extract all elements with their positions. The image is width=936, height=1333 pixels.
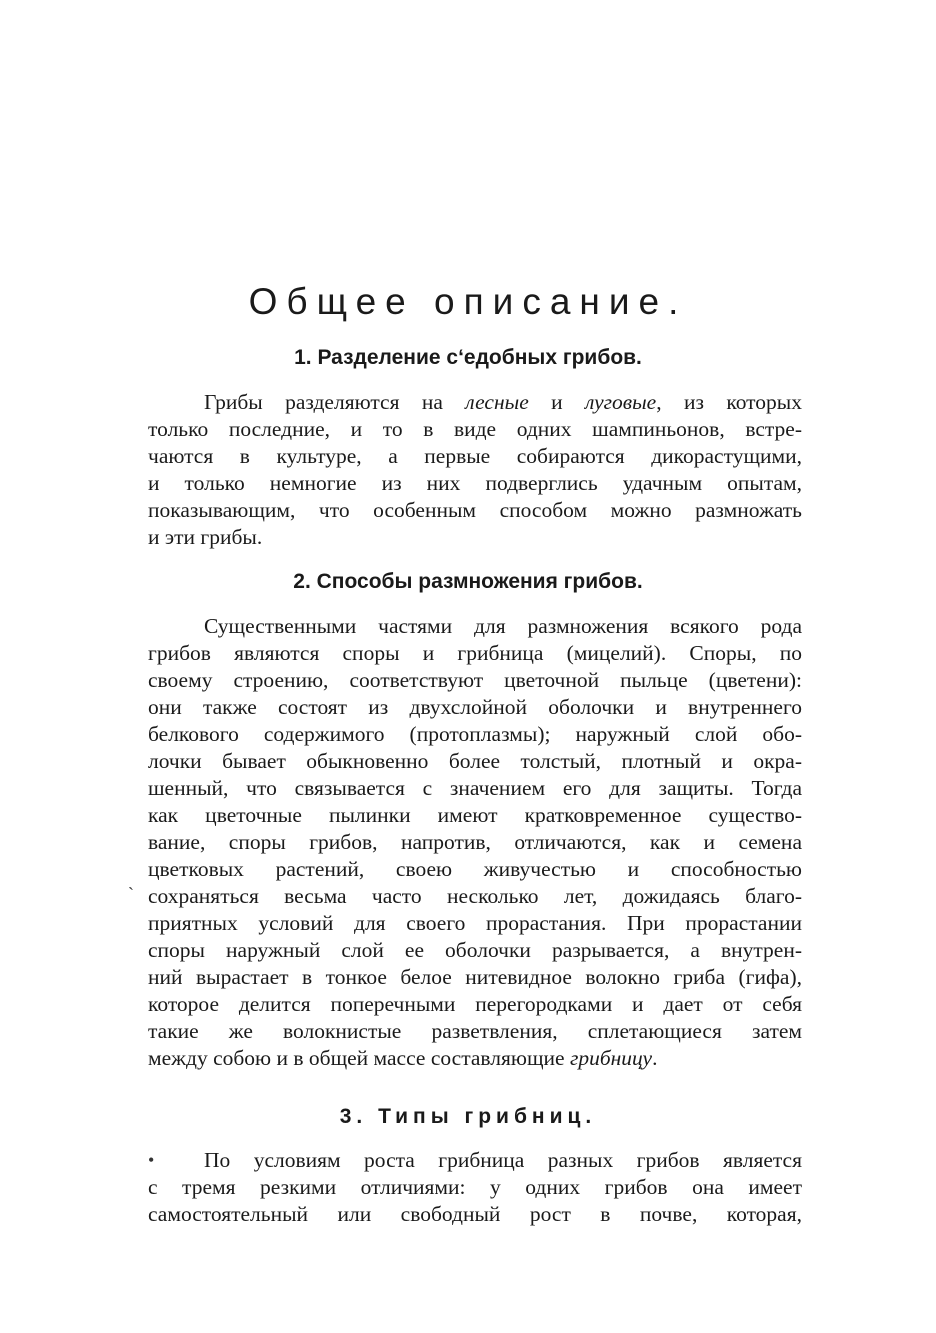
text-segment: белкового содержимого (протоплазмы); наружный слой обо- <box>148 722 802 746</box>
text-line <box>148 775 802 802</box>
text-segment: , из которых <box>656 390 802 414</box>
text-line <box>148 829 802 856</box>
text-line <box>148 748 802 775</box>
text-segment: чаются в культуре, а первые собираются дикорастущими, <box>148 444 802 468</box>
text-line <box>148 1174 802 1201</box>
text-segment: . <box>652 1046 658 1070</box>
text-segment: самостоятельный или свободный рост в почве, которая, <box>148 1202 802 1226</box>
text-line <box>148 694 802 721</box>
margin-mark: ` <box>128 884 134 904</box>
text-line <box>148 883 802 910</box>
text-segment: цветковых растений, своею живучестью и способностью <box>148 857 802 881</box>
text-line <box>148 1045 802 1072</box>
text-line <box>148 856 802 883</box>
text-line <box>148 910 802 937</box>
text-line <box>148 389 802 416</box>
text-segment: между собою и в общей массе составляющие <box>148 1046 570 1070</box>
section-3-paragraph <box>148 1147 802 1228</box>
text-segment: Существенными частями для размножения всякого рода <box>204 614 802 638</box>
section-2-paragraph <box>148 613 802 1072</box>
text-line <box>148 802 802 829</box>
italic-term: луговые <box>585 390 657 414</box>
text-segment: и <box>528 390 586 414</box>
text-line <box>148 443 802 470</box>
text-line <box>148 640 802 667</box>
text-line <box>148 667 802 694</box>
text-line <box>148 524 802 551</box>
text-line <box>148 991 802 1018</box>
margin-dot: • <box>148 1150 155 1170</box>
text-line <box>148 937 802 964</box>
text-segment: лочки бывает обыкновенно более толстый, плотный и окра- <box>148 749 802 773</box>
text-segment: шенный, что связывается с значением его для защиты. Тогда <box>148 776 802 800</box>
text-segment: и только немногие из них подверглись удачным опытам, <box>148 471 802 495</box>
text-segment: ний вырастает в тонкое белое нитевидное волокно гриба (гифа), <box>148 965 802 989</box>
text-segment: только последние, и то в виде одних шампиньонов, встре- <box>148 417 802 441</box>
italic-term: грибницу <box>569 1046 653 1070</box>
text-segment: которое делится поперечными перегородками и дает от себя <box>148 992 802 1016</box>
page-title: Общее описание. <box>248 281 688 322</box>
text-line <box>148 964 802 991</box>
text-line <box>148 1201 802 1228</box>
section-heading-3: 3. Типы грибниц. <box>339 1105 597 1128</box>
text-segment: такие же волокнистые разветвления, сплетающиеся затем <box>148 1019 802 1043</box>
italic-term: лесные <box>465 390 529 414</box>
text-segment: они также состоят из двухслойной оболочки и внутреннего <box>148 695 802 719</box>
text-segment: с тремя резкими отличиями: у одних грибов она имеет <box>148 1175 802 1199</box>
text-segment: споры наружный слой ее оболочки разрывается, а внутрен- <box>148 938 802 962</box>
section-heading-2: 2. Способы размножения грибов. <box>293 570 643 593</box>
text-segment: сохраняться весьма часто несколько лет, дожидаясь благо- <box>148 884 802 908</box>
text-segment: своему строению, соответствуют цветочной пыльце (цветени): <box>148 668 802 692</box>
text-segment: и эти грибы. <box>148 525 263 549</box>
text-segment: Грибы разделяются на <box>204 390 466 414</box>
text-line <box>148 721 802 748</box>
text-segment: По условиям роста грибница разных грибов является <box>204 1148 802 1172</box>
section-1-paragraph <box>148 389 802 551</box>
text-segment: грибов являются споры и грибница (мицелий). Споры, по <box>148 641 802 665</box>
text-line <box>148 416 802 443</box>
text-line <box>148 497 802 524</box>
text-line <box>148 1147 802 1174</box>
text-segment: приятных условий для своего прорастания. При прорастании <box>148 911 802 935</box>
section-heading-1: 1. Разделение с‘едобных грибов. <box>294 346 642 369</box>
text-segment: показывающим, что особенным способом можно размножать <box>148 498 802 522</box>
text-segment: вание, споры грибов, напротив, отличаются, как и семена <box>148 830 802 854</box>
text-line <box>148 1018 802 1045</box>
text-segment: как цветочные пылинки имеют кратковременное существо- <box>148 803 802 827</box>
text-line <box>148 613 802 640</box>
text-line <box>148 470 802 497</box>
